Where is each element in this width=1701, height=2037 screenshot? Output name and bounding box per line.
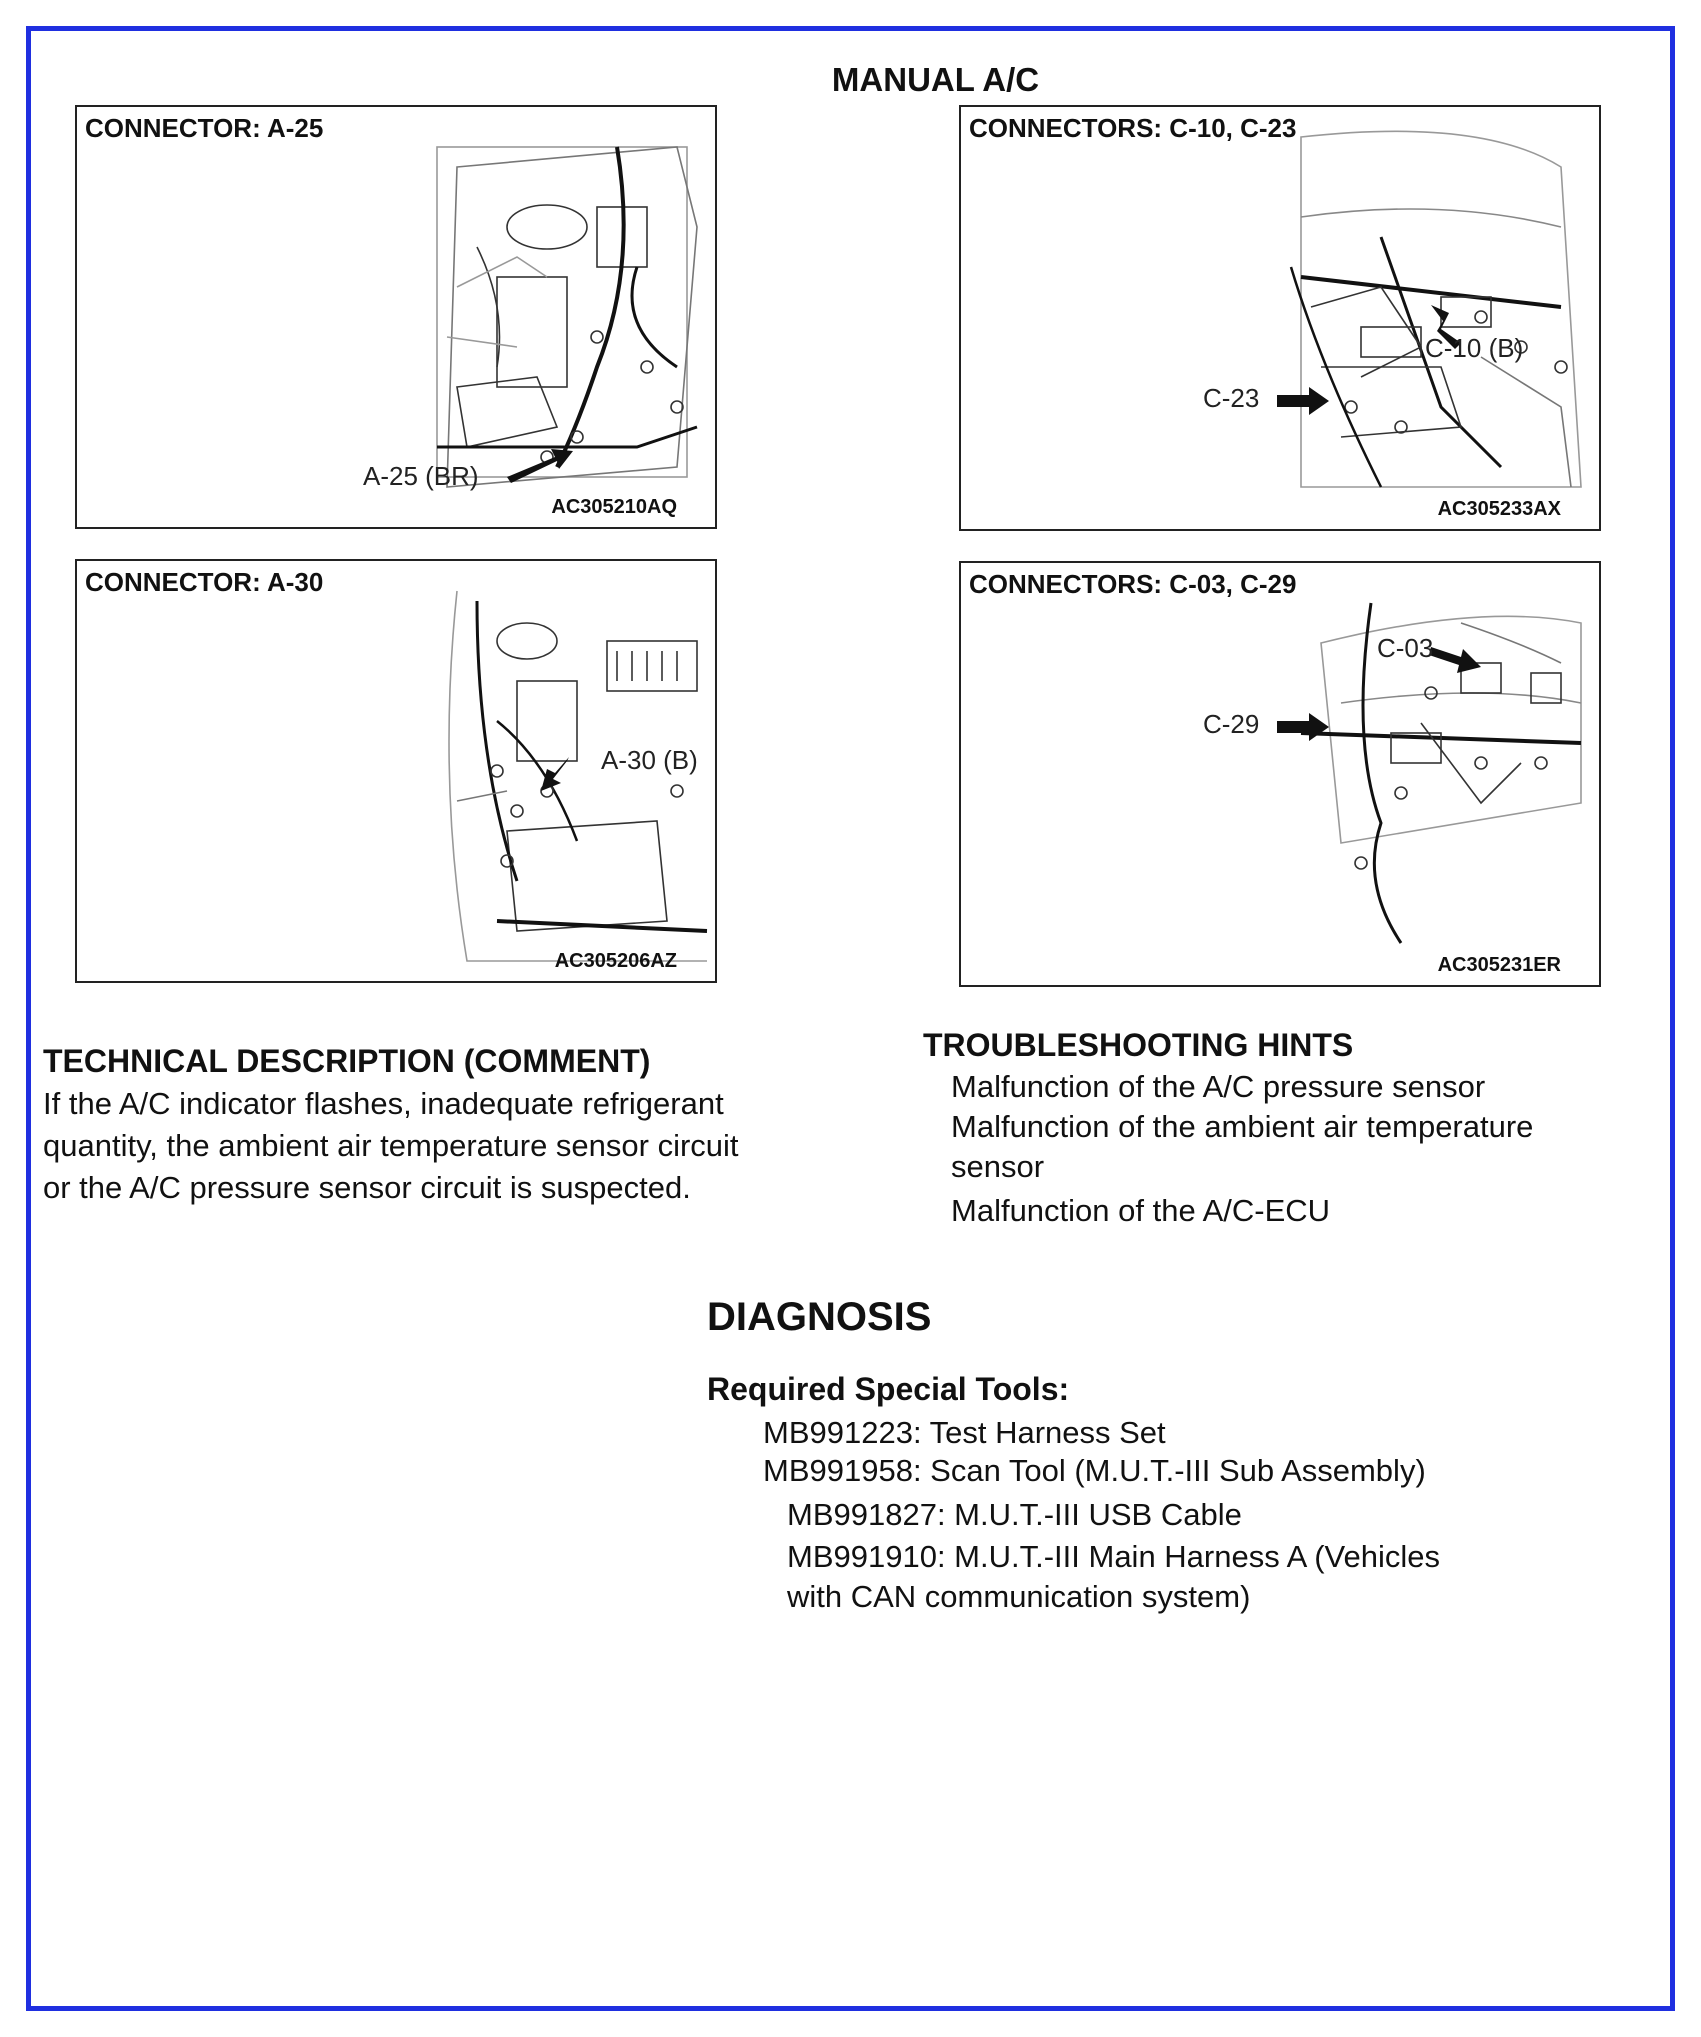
troubleshooting-list (951, 1067, 1671, 1231)
hint-item: Malfunction of the A/C pressure sensor (951, 1069, 1486, 1104)
callout-arrow-c29 (1277, 713, 1329, 741)
tool-item: MB991910: M.U.T.-III Main Harness A (Vehicles (787, 1539, 1440, 1574)
technical-description-heading: TECHNICAL DESCRIPTION (COMMENT) (43, 1043, 651, 1079)
figure-code: AC305233AX (1437, 498, 1561, 520)
figure-code: AC305210AQ (551, 496, 677, 518)
tool-item: with CAN communication system) (787, 1579, 1251, 1614)
description-line: quantity, the ambient air temperature sensor circuit (43, 1128, 739, 1163)
panel-title: CONNECTOR: A-25 (85, 113, 324, 143)
tool-item: MB991223: Test Harness Set (763, 1415, 1166, 1450)
page-frame (26, 26, 1675, 2011)
panel-title: CONNECTORS: C-10, C-23 (969, 113, 1297, 143)
dashboard-illustration (961, 563, 1601, 987)
figure-code: AC305206AZ (554, 950, 677, 972)
callout-a30: A-30 (B) (601, 745, 698, 775)
tool-item: MB991827: M.U.T.-III USB Cable (787, 1497, 1242, 1532)
description-line: or the A/C pressure sensor circuit is suspected. (43, 1170, 691, 1205)
callout-c23: C-23 (1203, 383, 1260, 413)
hint-item: Malfunction of the ambient air temperature (951, 1109, 1534, 1144)
technical-description-text (43, 1083, 903, 1209)
callout-c10: C-10 (B) (1425, 333, 1524, 363)
diagnosis-title: DIAGNOSIS (707, 1295, 932, 1339)
callout-arrow-a25 (507, 449, 573, 483)
figure-code: AC305231ER (1437, 954, 1561, 976)
troubleshooting-heading: TROUBLESHOOTING HINTS (923, 1027, 1354, 1063)
hint-item: sensor (951, 1149, 1045, 1184)
callout-a25: A-25 (BR) (363, 461, 479, 491)
page-title: MANUAL A/C (831, 61, 1040, 98)
hint-item: Malfunction of the A/C-ECU (951, 1193, 1331, 1228)
panel-connectors-c03-c29 (959, 561, 1601, 987)
panel-connectors-c10-c23 (959, 105, 1601, 531)
callout-arrow-c03 (1429, 647, 1481, 673)
callout-arrow-c23 (1277, 387, 1329, 415)
required-tools-heading: Required Special Tools: (707, 1371, 1070, 1407)
panel-connector-a30 (75, 559, 717, 983)
callout-c03: C-03 (1377, 633, 1434, 663)
description-line: If the A/C indicator flashes, inadequate refrigerant (43, 1086, 724, 1121)
callout-c29: C-29 (1203, 709, 1260, 739)
panel-connector-a25 (75, 105, 717, 529)
tool-item: MB991958: Scan Tool (M.U.T.-III Sub Assembly) (763, 1453, 1426, 1488)
dashboard-illustration (961, 107, 1601, 531)
panel-title: CONNECTORS: C-03, C-29 (969, 569, 1297, 599)
panel-title: CONNECTOR: A-30 (85, 567, 324, 597)
